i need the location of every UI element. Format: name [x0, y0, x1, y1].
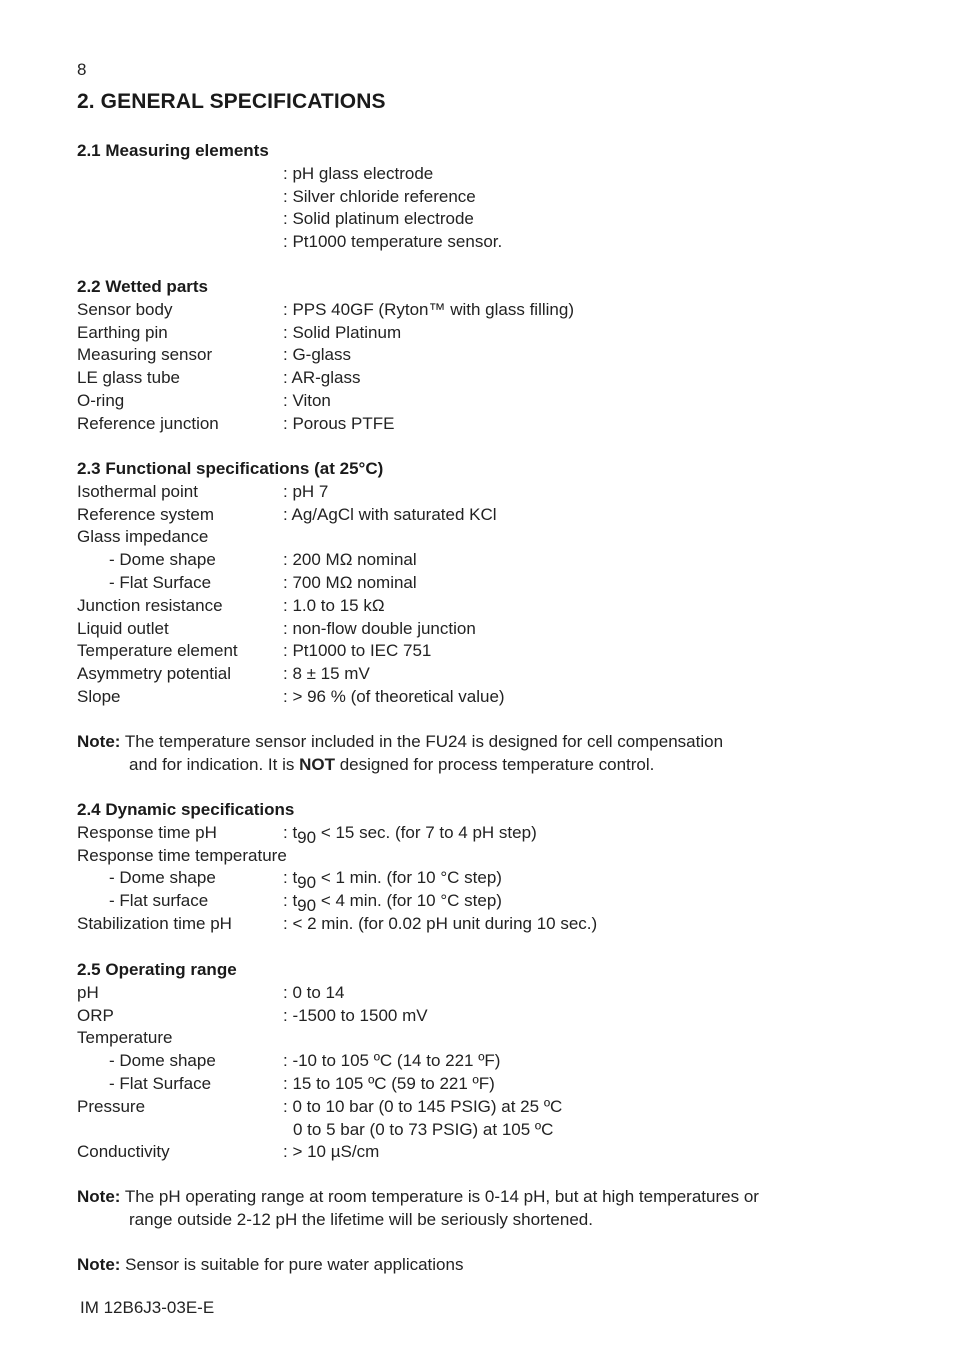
spec-value: : -10 to 105 ºC (14 to 221 ºF) [283, 1051, 501, 1071]
spec-row [77, 1050, 897, 1073]
spec-row [77, 390, 897, 413]
spec-label: - Dome shape [109, 868, 216, 888]
spec-value: : Solid Platinum [283, 322, 402, 342]
spec-label: - Dome shape [109, 550, 216, 570]
spec-row [77, 1096, 897, 1119]
note-key: Note: [77, 732, 121, 751]
spec-value: : > 96 % (of theoretical value) [283, 686, 505, 706]
value-suffix: < 15 sec. (for 7 to 4 pH step) [316, 822, 537, 842]
value-suffix: < 1 min. (for 10 °C step) [316, 868, 502, 888]
spec-row [77, 1073, 897, 1096]
value-prefix: : t [283, 891, 298, 911]
note-operating-range [77, 1186, 837, 1232]
spec-label: Temperature [77, 1028, 173, 1048]
spec-label: Asymmetry potential [77, 664, 231, 684]
note-text: designed for process temperature control. [334, 754, 655, 774]
spec-row [77, 640, 897, 663]
spec-value [283, 822, 537, 845]
spec-row [77, 163, 897, 186]
spec-value: : AR-glass [283, 368, 361, 388]
spec-value: : 700 MΩ nominal [283, 572, 417, 592]
spec-label: Earthing pin [77, 322, 168, 342]
note-text: range outside 2-12 pH the lifetime will be seriously shortened. [129, 1209, 593, 1229]
note-line [77, 731, 837, 754]
spec-label: - Dome shape [109, 1051, 216, 1071]
spec-label: Sensor body [77, 299, 173, 319]
note-line [77, 1186, 837, 1209]
spec-label: Response time pH [77, 822, 217, 842]
page-title: 2. GENERAL SPECIFICATIONS [77, 90, 386, 113]
spec-row [77, 526, 897, 549]
spec-value: : Porous PTFE [283, 413, 395, 433]
page-number: 8 [77, 60, 87, 79]
note-text: The pH operating range at room temperature is 0-14 pH, but at high temperatures or [120, 1187, 759, 1206]
spec-value: : 8 ± 15 mV [283, 664, 370, 684]
spec-label: Temperature element [77, 641, 238, 661]
spec-value: : 0 to 10 bar (0 to 145 PSIG) at 25 ºC [283, 1096, 563, 1116]
spec-value: : pH glass electrode [283, 163, 434, 183]
spec-row [77, 1141, 897, 1164]
spec-label: Stabilization time pH [77, 913, 232, 933]
note-pure-water [77, 1254, 837, 1277]
spec-row [77, 913, 897, 936]
spec-label [77, 231, 283, 254]
document-id-footer: IM 12B6J3-03E-E [80, 1298, 215, 1317]
note-temperature-sensor [77, 731, 837, 777]
spec-value: : 0 to 14 [283, 982, 345, 1002]
spec-row [77, 1027, 897, 1050]
value-subscript: 90 [297, 827, 317, 847]
section-heading: 2.3 Functional specifications (at 25°C) [77, 459, 384, 478]
section-heading: 2.1 Measuring elements [77, 141, 269, 160]
spec-label: - Flat Surface [109, 1073, 212, 1093]
section-heading: 2.5 Operating range [77, 960, 237, 979]
spec-label: ORP [77, 1005, 114, 1025]
spec-label [77, 186, 283, 209]
spec-label: Pressure [77, 1096, 146, 1116]
spec-value [283, 890, 502, 916]
note-text: and for indication. It is [129, 754, 300, 774]
section-dynamic-specifications [77, 799, 897, 936]
spec-row [77, 845, 897, 868]
note-line [77, 1254, 837, 1277]
spec-row [77, 186, 897, 209]
spec-row [77, 367, 897, 390]
spec-label: O-ring [77, 390, 125, 410]
spec-row [77, 572, 897, 595]
spec-value: : < 2 min. (for 0.02 pH unit during 10 sec.) [283, 913, 598, 933]
value-suffix: < 4 min. (for 10 °C step) [316, 891, 502, 911]
value-subscript: 90 [297, 896, 317, 916]
spec-label: LE glass tube [77, 368, 181, 388]
spec-value: : 1.0 to 15 kΩ [283, 595, 385, 615]
spec-row [77, 686, 897, 709]
spec-value: : > 10 µS/cm [283, 1142, 380, 1162]
note-text: Sensor is suitable for pure water applications [120, 1255, 464, 1274]
spec-value: : non-flow double junction [283, 618, 476, 638]
spec-row [77, 982, 897, 1005]
spec-value: : Viton [283, 390, 331, 410]
spec-label: Liquid outlet [77, 618, 169, 638]
spec-label [77, 208, 283, 231]
spec-label [77, 163, 283, 186]
spec-value: : Ag/AgCl with saturated KCl [283, 504, 497, 524]
note-key: Note: [77, 1255, 121, 1274]
spec-row [77, 504, 897, 527]
spec-value [283, 867, 502, 893]
spec-value: : G-glass [283, 345, 352, 365]
spec-label: Isothermal point [77, 481, 198, 501]
note-emphasis: NOT [299, 754, 335, 774]
spec-value: : Pt1000 temperature sensor. [283, 232, 503, 252]
spec-row [77, 231, 897, 254]
spec-value: : Solid platinum electrode [283, 209, 474, 229]
spec-value: 0 to 5 bar (0 to 73 PSIG) at 105 ºC [293, 1119, 554, 1139]
section-heading: 2.2 Wetted parts [77, 277, 209, 296]
spec-label [77, 1119, 283, 1142]
value-prefix: : t [283, 822, 298, 842]
spec-row [77, 822, 897, 845]
spec-label: Response time temperature [77, 845, 287, 865]
spec-label: Reference junction [77, 413, 219, 433]
note-line [77, 754, 837, 777]
spec-label: Slope [77, 686, 121, 706]
spec-label: Junction resistance [77, 595, 223, 615]
spec-row [77, 867, 897, 893]
spec-label: Reference system [77, 504, 214, 524]
spec-value: : PPS 40GF (Ryton™ with glass filling) [283, 299, 574, 319]
spec-row [77, 549, 897, 572]
spec-label: - Flat Surface [109, 572, 212, 592]
spec-label: - Flat surface [109, 891, 209, 911]
spec-row [77, 299, 897, 322]
spec-value: : -1500 to 1500 mV [283, 1005, 428, 1025]
section-functional-specifications [77, 458, 897, 709]
spec-row [77, 481, 897, 504]
section-operating-range [77, 959, 897, 1164]
spec-label: Conductivity [77, 1142, 170, 1162]
spec-label: pH [77, 982, 99, 1002]
spec-value: : 15 to 105 ºC (59 to 221 ºF) [283, 1073, 495, 1093]
value-subscript: 90 [297, 873, 317, 893]
section-measuring-elements [77, 140, 897, 254]
spec-row [77, 413, 897, 436]
spec-row [77, 1119, 897, 1142]
note-text: The temperature sensor included in the FU24 is designed for cell compensation [120, 732, 724, 751]
spec-label: Measuring sensor [77, 345, 213, 365]
section-wetted-parts [77, 276, 897, 436]
spec-label: Glass impedance [77, 527, 209, 547]
spec-value: : Pt1000 to IEC 751 [283, 641, 432, 661]
spec-row [77, 595, 897, 618]
spec-row [77, 208, 897, 231]
spec-row [77, 322, 897, 345]
section-heading: 2.4 Dynamic specifications [77, 800, 295, 819]
spec-row [77, 344, 897, 367]
spec-value: : 200 MΩ nominal [283, 550, 417, 570]
value-prefix: : t [283, 868, 298, 888]
spec-value: : pH 7 [283, 481, 329, 501]
spec-value: : Silver chloride reference [283, 186, 476, 206]
spec-row [77, 618, 897, 641]
spec-row [77, 1005, 897, 1028]
note-key: Note: [77, 1187, 121, 1206]
spec-row [77, 890, 897, 916]
spec-row [77, 663, 897, 686]
note-line [77, 1209, 837, 1232]
